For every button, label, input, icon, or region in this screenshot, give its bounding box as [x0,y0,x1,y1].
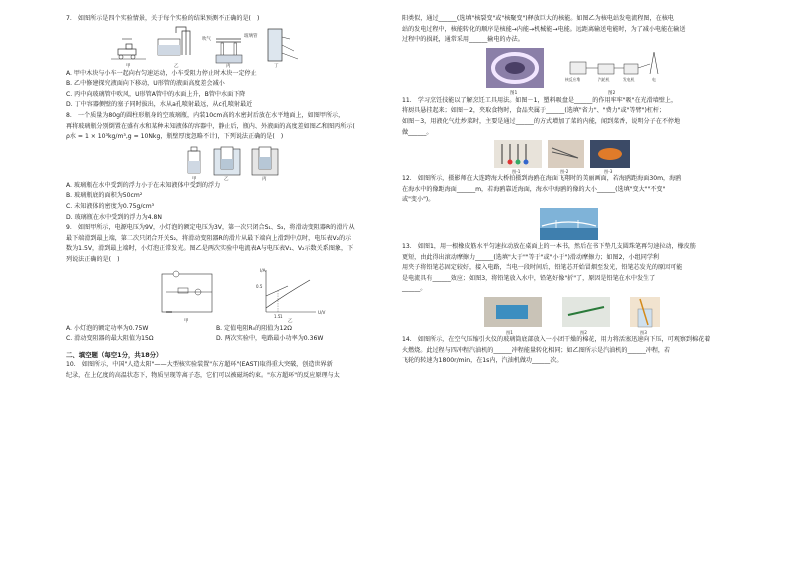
q9-stem-2: 最下端滑到最上端，第二次只闭合开关S₂，将滑动变阻器R的滑片从最下端向上滑到中点时，电压表V₂的示 [66,234,352,242]
q8-stem-2: 再将玻璃瓶分别倒置在盛有水和某种未知液体的容器中，静止后，瓶内、外液面的高度差如图乙和图丙所示( [66,122,355,130]
left-column [66,14,389,381]
q12-line-1: 12. 如图所示，摄影师在大连跨海大桥拍摄到海鸥在海面飞翔时的美丽画面，若海鸥距海面30m，海鸥 [402,175,682,183]
q7-option-b: B. 乙中修建探究液面向下移动，U形管的液面高度差会减小 [66,80,225,88]
q7-figures [66,25,389,69]
q12-line-3: 或"变小")。 [402,196,435,204]
q10-cont-line-2: 站的发电过程中，核能转化的顺序是核能→内能→机械能→电能。远距离输送电能时，为了减小电能在输送 [402,25,686,33]
q10-line-1: 10. 如图所示，中国"人造太阳"——大型核实验装置"东方超环"(EAST)取得重大突破，创造世界新 [66,361,333,369]
q9-stem-1: 9. 如图甲所示，电源电压为9V，小灯泡的额定电压为3V，第一次只闭合S₁、S₃，将滑动变阻器R的滑片从 [66,224,355,232]
q13-line-2: 更短，由此得出滚动摩擦力______(选填"大于""等于"或"小于")滑动摩擦力；如图2，小组同学利 [402,253,660,261]
q11-line-4: 做______。 [402,128,433,136]
flow-step-1: 核反应堆 [565,76,581,82]
q9-tick-3: 1 [280,313,283,319]
q12-figure-svg [402,206,732,242]
q9-option-d: D. 两次实验中，电路最小功率为0.36W [216,335,324,343]
q7-label-b: 乙 [174,63,179,69]
section-fill-in: 二、填空题（每空1分，共18分） [66,350,163,359]
q10-figure-svg [402,46,732,96]
q13-label-2: 图2 [580,329,587,335]
q9-tick-1: 0.5 [256,283,263,289]
q7-stem: 7. 如图所示是四个实验情景，关于每个实验的结果预测不正确的是( ) [66,15,260,22]
q7-option-a: A. 甲中木块与小车一起向右匀速运动，小车受阻力停止时木块一定停止 [66,69,257,77]
q14-line-3: 飞轮的转速为1800r/min，在1s内，汽油机做功______次。 [402,357,563,365]
q10-label-2: 图2 [608,90,616,96]
q8-label-a: 甲 [192,176,197,181]
q11-label-2: 图-2 [560,169,569,175]
flow-step-4: 电 [652,76,656,82]
q13-figure-svg [402,295,732,335]
q7-label-d: 丁 [274,63,279,69]
q8-label-b: 乙 [224,176,229,181]
q13-figures [402,295,732,335]
q9-axis-x: U/V [318,309,326,315]
q11-figures [402,138,732,174]
q11-line-1: 11. 学习烹饪技能以了解烹饪工具用法。如图－1，塑料吸盘是______的作用牢牢"吸"在光滑墙壁上， [402,96,678,104]
q8-option-a: A. 玻璃瓶在水中受到的浮力小于在未知液体中受到的浮力 [66,181,221,189]
q11-label-1: 图-1 [512,169,521,175]
flow-step-2: 汽轮机 [598,76,610,82]
q10-cont-line-1: 阳类似，通过______(选填"核裂变"或"核聚变")释放巨大的核能。如图乙为核电站发电流程图，在核电 [402,15,674,22]
q7-label-c: 丙 [226,63,231,69]
q9-option-c: C. 滑动变阻器的最大阻值为15Ω [66,335,154,343]
q10-figures [402,46,732,96]
q9-label-a: 甲 [184,318,189,324]
q13-line-1: 13. 如图1，用一根橡皮筋水平匀速拉动放在桌面上的一本书，然后在书下垫几支圆珠笔再匀速拉动，橡皮筋 [402,242,696,250]
right-column [402,14,732,367]
q8-stem-3: ρ水 = 1 × 10³kg/m³,g = 10Nkg，瓶壁厚度忽略不计)，下列说法正确的是( ) [66,133,284,141]
q8-option-d: D. 玻璃瓶在水中受到的浮力为4.8N [66,213,162,221]
flow-step-3: 发电机 [623,76,635,82]
q7-fig-note: 吹气 [202,36,211,42]
q11-line-3: 如图－3，用液化气灶炒菜时，主要是通过______的方式增加了菜的内能，闻到菜香，说明分子在不停地 [402,117,681,125]
q13-line-4: 是电流具有______效应；如图3，将铅笔放入水中，铅笔好像"折"了，原因是铅笔在水中发生了 [402,274,656,282]
q14-line-1: 14. 如图所示，在空气压缩引火仪的玻璃筒底部放入一小团干燥的棉花，用力将活塞迅速向下压，可观察到棉花着 [402,335,711,343]
q9-stem-4: 列说法正确的是( ) [66,255,120,263]
q9-option-b: B. 定值电阻R₀的阻值为12Ω [216,324,292,332]
q9-stem-3: 数为1.5V，滑到最上端时，小灯泡正常发光。图乙是两次实验中电流表A与电压表V₁、V₂示数关系图象，下 [66,245,354,253]
q7-label-a: 甲 [126,63,131,69]
q7-fig-note2: 玻璃管 [244,33,258,39]
q8-figure-svg [66,143,389,181]
q9-figure-svg [66,266,389,324]
q13-label-3: 图3 [640,329,647,335]
q8-option-b: B. 玻璃瓶底的面积为50cm² [66,192,143,200]
q8-option-c: C. 未知液体的密度为0.75g/cm³ [66,202,155,210]
q7-option-d: D. 丁中容器侧壁的塞子同时拔出，水从a孔喷射最远，从c孔喷射最近 [66,101,253,109]
q11-figure-svg [402,138,732,174]
q10-line-2: 纪录，在上亿度的高温状态下，物质呈现等离子态，它们可以被磁场约束。"东方超环"的反应原理与太 [66,371,340,379]
q9-axis-y: I/A [260,267,266,273]
q8-figures [66,143,389,181]
q7-option-c: C. 丙中向玻璃管中吹风，U形管A管中的水面上升，B管中水面下降 [66,90,246,98]
q7-figure-svg [66,25,389,69]
q10-label-1: 图1 [510,90,518,96]
q13-line-3: 用夹子将铅笔芯固定较好，接入电路，当电一段时间后，铅笔芯开始冒烟至发光，铅笔芯发光的原因可能 [402,264,683,272]
q9-options-row-1 [66,324,389,335]
q9-tick-2: 1.5 [274,313,281,319]
q10-cont-line-3: 过程中的损耗，通常采用______输电的办法。 [402,36,524,44]
q12-figure [402,206,732,242]
q8-stem-1: 8. 一个质量为80g的圆柱形瓶身的空玻璃瓶，内装10cm高的水密封后放在水平地面上，如图甲所示， [66,111,345,119]
q14-line-2: 火燃烧。此过程与四冲程汽油机的______冲程能量转化相同；如乙图所示是汽油机的______冲程，若 [402,346,671,354]
q11-label-3: 图-3 [604,169,613,175]
tongs-photo [548,140,584,168]
q8-label-c: 丙 [262,176,267,181]
q9-label-b: 乙 [288,318,293,324]
q9-option-a: A. 小灯泡的额定功率为0.75W [66,324,149,332]
q13-label-1: 图1 [506,329,513,335]
q11-line-2: 将厨具悬挂起来；如图－2，夹取食物时，食品夹属于______(选填"省力"、"费力"或"等臂")杠杆； [402,107,666,115]
q9-figures [66,266,389,324]
q12-line-2: 在海水中的像距海面______m，若海鸥靠近海面，海水中海鸥的像的大小______(选填"变大""不变" [402,185,666,193]
q13-line-5: ______。 [402,285,427,293]
q9-options-row-2 [66,334,389,345]
